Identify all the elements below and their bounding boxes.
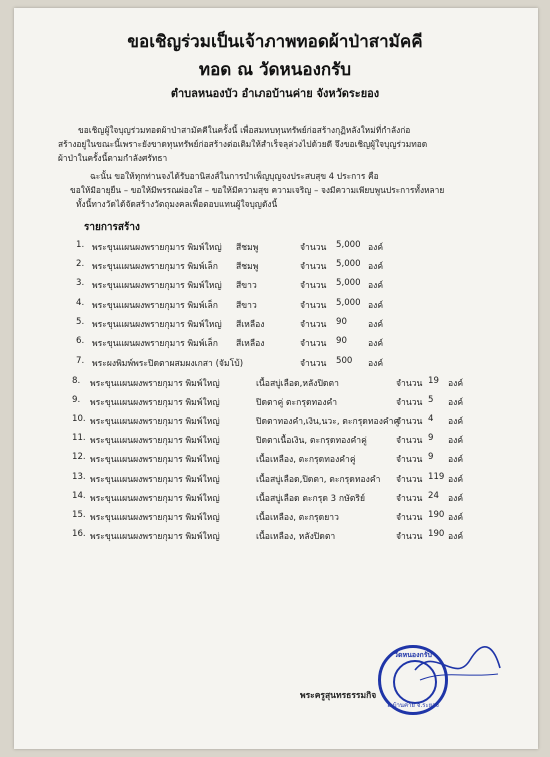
item-no: 3. (76, 278, 85, 288)
item-name: พระขุนแผนผงพรายกุมาร พิมพ์ใหญ่ (90, 398, 220, 408)
item-qty-label: จำนวน (396, 494, 423, 504)
item-qty-label: จำนวน (300, 301, 327, 311)
item-detail: เนื้อเหลือง, หลังปิดตา (256, 532, 336, 542)
item-name: พระขุนแผนผงพรายกุมาร พิมพ์ใหญ่ (92, 281, 222, 291)
paragraph-line-4: ฉะนั้น ขอให้ทุกท่านจงได้รับอานิสงส์ในการบำเพ็ญบุญจงประสบสุข 4 ประการ คือ (90, 171, 379, 181)
item-detail: เนื้อสบู่เลือด ตะกรุด 3 กษัตริย์ (256, 494, 365, 504)
item-detail: สีขาว (236, 281, 257, 291)
items-heading: รายการสร้าง (84, 222, 140, 233)
temple-address: ตำบลหนองบัว อำเภอบ้านค่าย จังหวัดระยอง (170, 87, 380, 100)
item-no: 6. (76, 336, 85, 346)
stamp-top-text: วัดหนองกรับ (394, 651, 432, 659)
item-qty: 500 (336, 356, 353, 366)
item-detail: สีชมพู (236, 262, 259, 272)
document-title: ขอเชิญร่วมเป็นเจ้าภาพทอดผ้าป่าสามัคคี (127, 32, 423, 52)
item-unit: องค์ (448, 436, 464, 446)
item-name: พระขุนแผนผงพรายกุมาร พิมพ์ใหญ่ (90, 417, 220, 427)
item-no: 10. (72, 414, 86, 424)
item-unit: องค์ (448, 513, 464, 523)
item-qty: 9 (428, 433, 434, 443)
item-qty-label: จำนวน (300, 281, 327, 291)
item-detail: เนื้อสบู่เลือด,หลังปิดตา (256, 379, 339, 389)
item-name: พระขุนแผนผงพรายกุมาร พิมพ์ใหญ่ (90, 513, 220, 523)
item-name: พระขุนแผนผงพรายกุมาร พิมพ์ใหญ่ (90, 532, 220, 542)
item-qty-label: จำนวน (396, 475, 423, 485)
item-qty: 5,000 (336, 259, 361, 269)
paragraph-line-6: ทั้งนี้ทางวัดได้จัดสร้างวัตถุมงคลเพื่อตอบแทนผู้ใจบุญดังนี้ (76, 199, 278, 209)
item-qty-label: จำนวน (300, 262, 327, 272)
item-unit: องค์ (448, 417, 464, 427)
item-qty-label: จำนวน (396, 513, 423, 523)
item-detail: เนื้อเหลือง, ตะกรุดทองคำคู่ (256, 455, 356, 465)
paragraph-line-3: ผ้าป่าในครั้งนี้ตามกำลังศรัทธา (58, 153, 168, 163)
item-detail: เนื้อเหลือง, ตะกรุดยาว (256, 513, 339, 523)
paragraph-line-2: สร้างอยู่ในขณะนี้เพราะยังขาดทุนทรัพย์ก่อสร้างต่อเติมให้สำเร็จลุล่วงไปด้วยดี จึงขอเชิญผู้ใจบุญร่วมทอด (58, 139, 428, 149)
item-no: 14. (72, 491, 86, 501)
item-qty-label: จำนวน (396, 417, 423, 427)
item-no: 12. (72, 452, 86, 462)
item-qty-label: จำนวน (300, 359, 327, 369)
item-qty: 5,000 (336, 278, 361, 288)
item-unit: องค์ (368, 281, 384, 291)
item-qty: 90 (336, 336, 347, 346)
item-name: พระขุนแผนผงพรายกุมาร พิมพ์ใหญ่ (90, 436, 220, 446)
item-unit: องค์ (448, 455, 464, 465)
item-name: พระขุนแผนผงพรายกุมาร พิมพ์เล็ก (92, 301, 218, 311)
item-name: พระขุนแผนผงพรายกุมาร พิมพ์ใหญ่ (90, 379, 220, 389)
item-name: พระขุนแผนผงพรายกุมาร พิมพ์ใหญ่ (92, 320, 222, 330)
item-detail: สีชมพู (236, 243, 259, 253)
item-no: 11. (72, 433, 86, 443)
temple-title: ทอด ณ วัดหนองกรับ (198, 60, 352, 80)
item-no: 8. (72, 376, 81, 386)
item-no: 16. (72, 529, 86, 539)
item-unit: องค์ (448, 532, 464, 542)
item-qty-label: จำนวน (396, 379, 423, 389)
item-no: 1. (76, 240, 85, 250)
item-qty: 19 (428, 376, 439, 386)
paragraph-line-1: ขอเชิญผู้ใจบุญร่วมทอดผ้าป่าสามัคคีในครั้งนี้ เพื่อสมทบทุนทรัพย์ก่อสร้างกุฏิหลังใหม่ที่กำลังก่อ (78, 125, 411, 135)
stamp-bottom-text: อ.บ้านค่าย จ.ระยอง (387, 702, 439, 709)
signature-scribble (410, 640, 505, 690)
item-name: พระขุนแผนผงพรายกุมาร พิมพ์เล็ก (92, 339, 218, 349)
item-qty-label: จำนวน (300, 339, 327, 349)
item-qty: 119 (428, 472, 445, 482)
item-detail: สีเหลือง (236, 320, 265, 330)
item-unit: องค์ (368, 339, 384, 349)
item-unit: องค์ (368, 243, 384, 253)
item-qty: 190 (428, 510, 445, 520)
item-name: พระขุนแผนผงพรายกุมาร พิมพ์ใหญ่ (90, 455, 220, 465)
item-qty-label: จำนวน (300, 320, 327, 330)
item-no: 5. (76, 317, 85, 327)
item-name: พระผงพิมพ์พระปิดตาผสมผงเกสา (จัมโบ้) (92, 359, 244, 369)
paragraph-line-5: ขอให้มีอายุยืน – ขอให้มีพรรณผ่องใส – ขอให้มีความสุข ความเจริญ – จงมีความเพียบพูนประการทั้งหลาย (70, 185, 445, 195)
item-unit: องค์ (368, 359, 384, 369)
item-name: พระขุนแผนผงพรายกุมาร พิมพ์ใหญ่ (92, 243, 222, 253)
item-unit: องค์ (368, 262, 384, 272)
item-name: พระขุนแผนผงพรายกุมาร พิมพ์ใหญ่ (90, 475, 220, 485)
item-unit: องค์ (448, 398, 464, 408)
item-no: 2. (76, 259, 85, 269)
signature-name: พระครูสุนทรธรรมกิจ (300, 691, 377, 701)
item-detail: ปิดตาทองคำ,เงิน,นวะ, ตะกรุดทองคำคู่ (256, 417, 400, 427)
item-name: พระขุนแผนผงพรายกุมาร พิมพ์ใหญ่ (90, 494, 220, 504)
item-detail: สีเหลือง (236, 339, 265, 349)
item-no: 4. (76, 298, 85, 308)
item-detail: สีขาว (236, 301, 257, 311)
item-qty: 5,000 (336, 298, 361, 308)
item-qty-label: จำนวน (300, 243, 327, 253)
item-qty: 90 (336, 317, 347, 327)
item-no: 13. (72, 472, 86, 482)
item-no: 9. (72, 395, 81, 405)
item-qty: 4 (428, 414, 434, 424)
item-qty: 190 (428, 529, 445, 539)
item-qty-label: จำนวน (396, 436, 423, 446)
item-qty: 5 (428, 395, 434, 405)
item-qty-label: จำนวน (396, 398, 423, 408)
item-name: พระขุนแผนผงพรายกุมาร พิมพ์เล็ก (92, 262, 218, 272)
item-qty: 9 (428, 452, 434, 462)
item-unit: องค์ (448, 475, 464, 485)
item-detail: เนื้อสบู่เลือด,ปิดตา, ตะกรุดทองคำ (256, 475, 381, 485)
item-unit: องค์ (368, 320, 384, 330)
item-detail: ปิดตาเนื้อเงิน, ตะกรุดทองคำคู่ (256, 436, 367, 446)
item-qty-label: จำนวน (396, 532, 423, 542)
item-unit: องค์ (368, 301, 384, 311)
item-no: 7. (76, 356, 85, 366)
item-detail: ปิดตาคู่ ตะกรุดทองคำ (256, 398, 338, 408)
item-unit: องค์ (448, 379, 464, 389)
item-qty: 5,000 (336, 240, 361, 250)
item-qty-label: จำนวน (396, 455, 423, 465)
item-qty: 24 (428, 491, 439, 501)
item-unit: องค์ (448, 494, 464, 504)
item-no: 15. (72, 510, 86, 520)
